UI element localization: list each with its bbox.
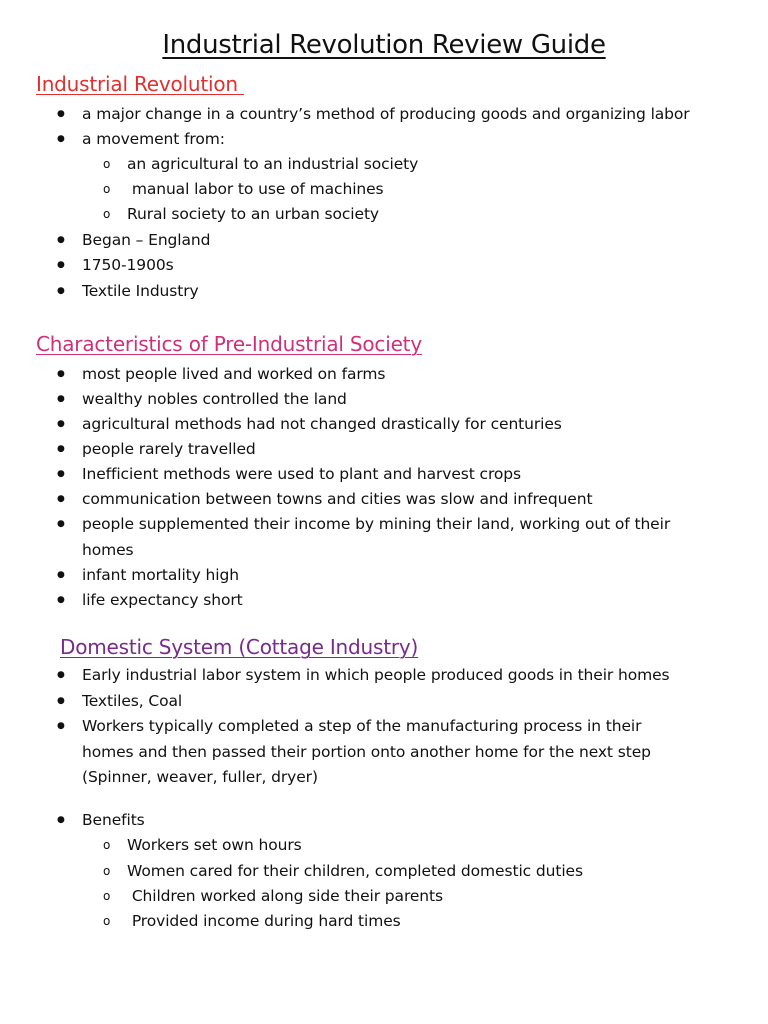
list-item: wealthy nobles controlled the land xyxy=(82,390,347,408)
list-item: Workers typically completed a step of the manufacturing process in their xyxy=(82,717,642,735)
list-item: agricultural methods had not changed drastically for centuries xyxy=(82,415,562,433)
circle-bullet-icon: o xyxy=(103,838,111,852)
circle-bullet-icon: o xyxy=(103,914,111,928)
sub-list-item: Provided income during hard times xyxy=(127,912,401,930)
list-item: Benefits xyxy=(82,811,145,829)
list-item: Began – England xyxy=(82,231,211,249)
bullet-icon: ● xyxy=(57,494,65,504)
sub-list-item: Women cared for their children, completed domestic duties xyxy=(127,862,583,880)
heading-industrial-revolution: Industrial Revolution xyxy=(36,72,245,96)
circle-bullet-icon: o xyxy=(103,157,111,171)
bullet-icon: ● xyxy=(57,670,65,680)
list-item: a major change in a country’s method of producing goods and organizing labor xyxy=(82,105,690,123)
bullet-icon: ● xyxy=(57,595,65,605)
bullet-icon: ● xyxy=(57,109,65,119)
list-item: a movement from: xyxy=(82,130,225,148)
bullet-icon: ● xyxy=(57,369,65,379)
bullet-icon: ● xyxy=(57,134,65,144)
page-title: Industrial Revolution Review Guide xyxy=(162,30,606,60)
list-item: Inefficient methods were used to plant and harvest crops xyxy=(82,465,521,483)
bullet-icon: ● xyxy=(57,235,65,245)
sub-list-item: manual labor to use of machines xyxy=(127,180,384,198)
bullet-icon: ● xyxy=(57,394,65,404)
sub-list-item: Rural society to an urban society xyxy=(127,205,379,223)
list-item: life expectancy short xyxy=(82,591,243,609)
circle-bullet-icon: o xyxy=(103,207,111,221)
list-item: Textiles, Coal xyxy=(82,692,183,710)
list-item-continuation: homes xyxy=(82,541,134,559)
list-item: 1750-1900s xyxy=(82,256,174,274)
bullet-icon: ● xyxy=(57,419,65,429)
list-item: infant mortality high xyxy=(82,566,239,584)
list-item: Textile Industry xyxy=(82,282,199,300)
bullet-icon: ● xyxy=(57,444,65,454)
bullet-icon: ● xyxy=(57,286,65,296)
list-item: most people lived and worked on farms xyxy=(82,365,386,383)
heading-pre-industrial-society: Characteristics of Pre-Industrial Society xyxy=(36,332,422,356)
list-item: communication between towns and cities was slow and infrequent xyxy=(82,490,593,508)
bullet-icon: ● xyxy=(57,721,65,731)
heading-domestic-system: Domestic System (Cottage Industry) xyxy=(60,635,419,659)
sub-list-item: Children worked along side their parents xyxy=(127,887,443,905)
bullet-icon: ● xyxy=(57,469,65,479)
circle-bullet-icon: o xyxy=(103,864,111,878)
bullet-icon: ● xyxy=(57,260,65,270)
bullet-icon: ● xyxy=(57,570,65,580)
list-item: people supplemented their income by mining their land, working out of their xyxy=(82,515,671,533)
bullet-icon: ● xyxy=(57,519,65,529)
list-item-continuation: (Spinner, weaver, fuller, dryer) xyxy=(82,768,318,786)
sub-list-item: an agricultural to an industrial society xyxy=(127,155,419,173)
sub-list-item: Workers set own hours xyxy=(127,836,302,854)
bullet-icon: ● xyxy=(57,815,65,825)
list-item: Early industrial labor system in which people produced goods in their homes xyxy=(82,666,670,684)
circle-bullet-icon: o xyxy=(103,889,111,903)
list-item: people rarely travelled xyxy=(82,440,256,458)
list-item-continuation: homes and then passed their portion onto another home for the next step xyxy=(82,743,651,761)
circle-bullet-icon: o xyxy=(103,182,111,196)
bullet-icon: ● xyxy=(57,696,65,706)
